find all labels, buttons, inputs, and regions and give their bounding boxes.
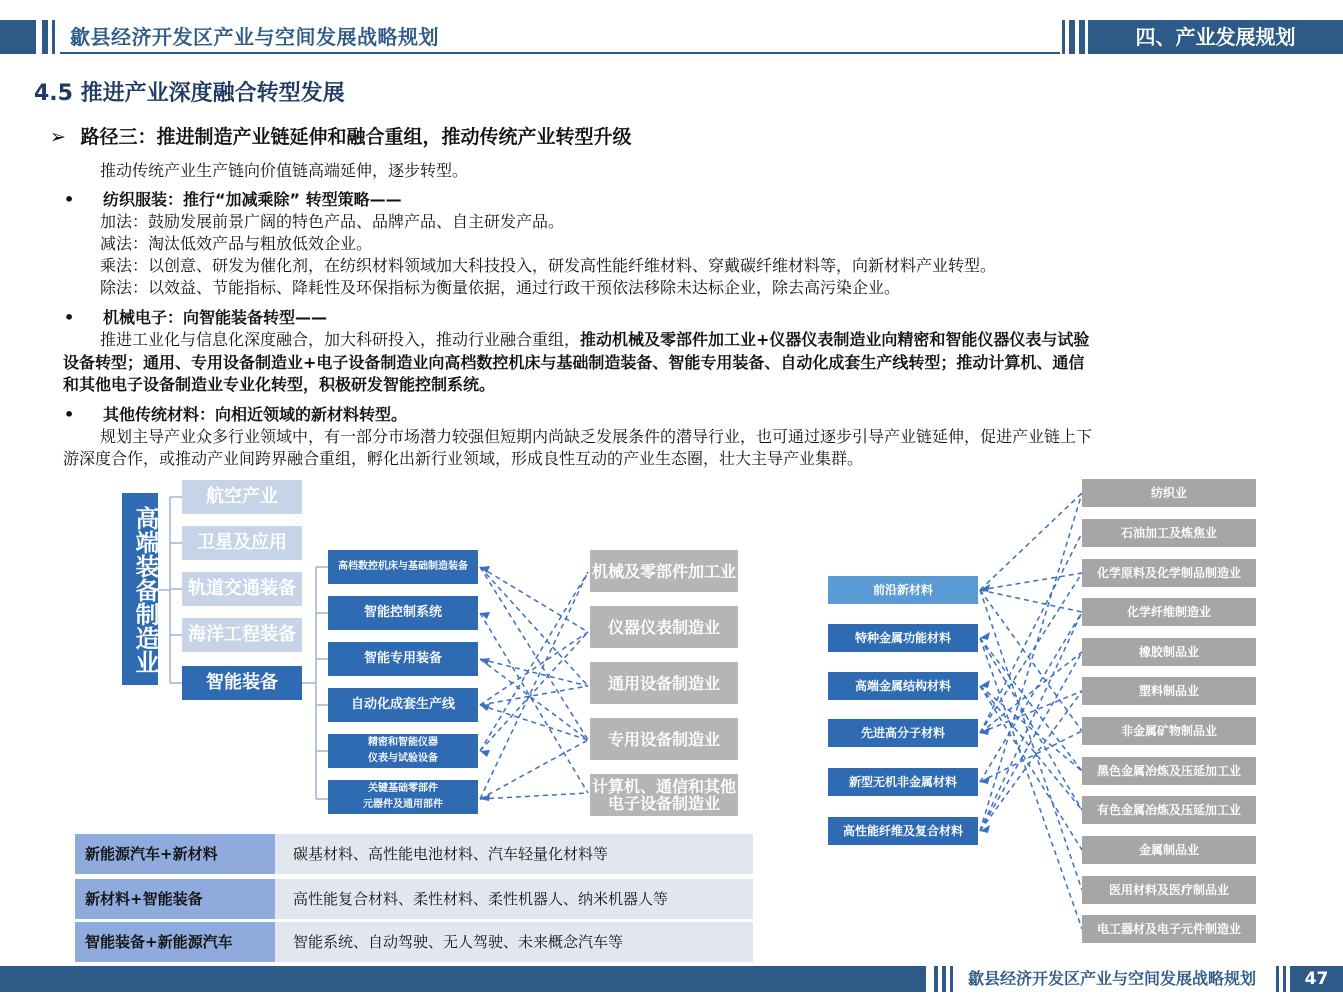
materials-line-2: 游深度合作，或推动产业间跨界融合重组，孵化出新行业领域，形成良性互动的产业生态圈，壮大主导产业集群。 xyxy=(63,449,864,468)
industry-box: 黑色金属冶炼及压延加工业 xyxy=(1082,757,1256,785)
target-box: 关键基础零部件 元器件及通用部件 xyxy=(328,780,478,814)
document-title: 歙县经济开发区产业与空间发展战略规划 xyxy=(70,25,439,49)
high-end-equipment-label: 高端装备制造业 xyxy=(122,493,158,685)
machinery-line-1: 推进工业化与信息化深度融合，加大科研投入，推动行业融合重组，推动机械及零部件加工业+仪器仪表制造业向精密和智能仪器仪表与试验 xyxy=(100,330,1090,349)
target-box: 高档数控机床与基础制造装备 xyxy=(328,550,478,584)
target-box: 自动化成套生产线 xyxy=(328,688,478,722)
footer-stripe xyxy=(934,966,938,992)
source-box: 专用设备制造业 xyxy=(590,718,738,760)
materials-line-1: 规划主导产业众多行业领域中，有一部分市场潜力较强但短期内尚缺乏发展条件的潜导行业，也可通过逐步引导产业链延伸，促进产业链上下 xyxy=(100,427,1093,446)
fusion-items: 智能系统、自动驾驶、无人驾驶、未来概念汽车等 xyxy=(275,922,753,962)
footer-stripe xyxy=(1283,966,1286,992)
textile-line: 减法：淘汰低效产品与粗放低效企业。 xyxy=(100,234,373,253)
category-box-intelligent-equipment: 智能装备 xyxy=(182,666,302,700)
path-title-text: 路径三：推进制造产业链延伸和融合重组，推动传统产业转型升级 xyxy=(80,126,632,148)
footer-title: 歙县经济开发区产业与空间发展战略规划 xyxy=(968,969,1257,988)
textile-line: 乘法：以创意、研发为催化剂，在纺织材料领域加大科技投入，研发高性能纤维材料、穿戴碳纤维材料等，向新材料产业转型。 xyxy=(100,256,997,275)
fusion-row xyxy=(75,922,753,962)
industry-box: 化学原料及化学制品制造业 xyxy=(1082,559,1256,587)
page-number: 47 xyxy=(1290,966,1343,992)
fusion-name: 新能源汽车+新材料 xyxy=(75,834,275,874)
bullet-title-materials: 其他传统材料：向相近领域的新材料转型。 xyxy=(103,405,408,424)
category-box: 卫星及应用 xyxy=(182,526,302,560)
machinery-line-3: 和其他电子设备制造业专业化转型，积极研发智能控制系统。 xyxy=(63,375,496,394)
source-box: 仪器仪表制造业 xyxy=(590,606,738,648)
target-box: 智能专用装备 xyxy=(328,642,478,676)
industry-box: 化学纤维制造业 xyxy=(1082,598,1256,626)
material-box: 前沿新材料 xyxy=(828,576,978,604)
bullet-dot: • xyxy=(64,405,75,424)
industry-box: 橡胶制品业 xyxy=(1082,638,1256,666)
bullet-dot: • xyxy=(64,190,75,209)
fusion-name: 新材料+智能装备 xyxy=(75,879,275,919)
bullet-dot: • xyxy=(64,308,75,327)
category-box: 航空产业 xyxy=(182,480,302,514)
footer-stripe xyxy=(942,966,946,992)
industry-box: 非金属矿物制品业 xyxy=(1082,717,1256,745)
category-box: 轨道交通装备 xyxy=(182,572,302,606)
material-box: 高性能纤维及复合材料 xyxy=(828,817,978,845)
textile-line: 加法：鼓励发展前景广阔的特色产品、品牌产品、自主研发产品。 xyxy=(100,212,565,231)
chapter-title: 四、产业发展规划 xyxy=(1088,20,1343,54)
footer-stripe xyxy=(1276,966,1279,992)
source-box: 通用设备制造业 xyxy=(590,662,738,704)
material-box: 高端金属结构材料 xyxy=(828,672,978,700)
target-box: 智能控制系统 xyxy=(328,596,478,630)
industry-box: 电工器材及电子元件制造业 xyxy=(1082,915,1256,943)
fusion-name: 智能装备+新能源汽车 xyxy=(75,922,275,962)
industry-box: 医用材料及医疗制品业 xyxy=(1082,876,1256,904)
industry-box: 塑料制品业 xyxy=(1082,677,1256,705)
bullet-title-textile: 纺织服装：推行“加减乘除” 转型策略—— xyxy=(103,190,402,209)
section-title: 4.5 推进产业深度融合转型发展 xyxy=(34,81,345,106)
material-box: 特种金属功能材料 xyxy=(828,624,978,652)
fusion-items: 碳基材料、高性能电池材料、汽车轻量化材料等 xyxy=(275,834,753,874)
material-box: 先进高分子材料 xyxy=(828,719,978,747)
industry-box: 纺织业 xyxy=(1082,479,1256,507)
source-box: 机械及零部件加工业 xyxy=(590,550,738,592)
machinery-line-2: 设备转型；通用、专用设备制造业+电子设备制造业向高档数控机床与基础制造装备、智能专用装备、自动化成套生产线转型；推动计算机、通信 xyxy=(63,353,1085,372)
industry-box: 有色金属冶炼及压延加工业 xyxy=(1082,796,1256,824)
right-dashed-links xyxy=(980,493,1082,929)
textile-line: 除法：以效益、节能指标、降耗性及环保指标为衡量依据，通过行政干预依法移除未达标企业，除去高污染企业。 xyxy=(100,278,901,297)
fusion-row xyxy=(75,834,753,874)
fusion-items: 高性能复合材料、柔性材料、柔性机器人、纳米机器人等 xyxy=(275,879,753,919)
industry-box: 金属制品业 xyxy=(1082,836,1256,864)
left-dashed-links xyxy=(480,567,588,799)
material-box: 新型无机非金属材料 xyxy=(828,768,978,796)
source-box: 计算机、通信和其他 电子设备制造业 xyxy=(590,774,738,816)
footer-stripe xyxy=(950,966,953,992)
industry-box: 石油加工及炼焦业 xyxy=(1082,519,1256,547)
category-box: 海洋工程装备 xyxy=(182,618,302,652)
target-box: 精密和智能仪器 仪表与试验设备 xyxy=(328,734,478,768)
bullet-title-machinery: 机械电子：向智能装备转型—— xyxy=(103,308,328,327)
path-intro: 推动传统产业生产链向价值链高端延伸，逐步转型。 xyxy=(100,161,469,180)
arrow-bullet-icon: ➢ xyxy=(50,126,66,148)
fusion-row xyxy=(75,879,753,919)
footer-bar xyxy=(0,966,926,992)
